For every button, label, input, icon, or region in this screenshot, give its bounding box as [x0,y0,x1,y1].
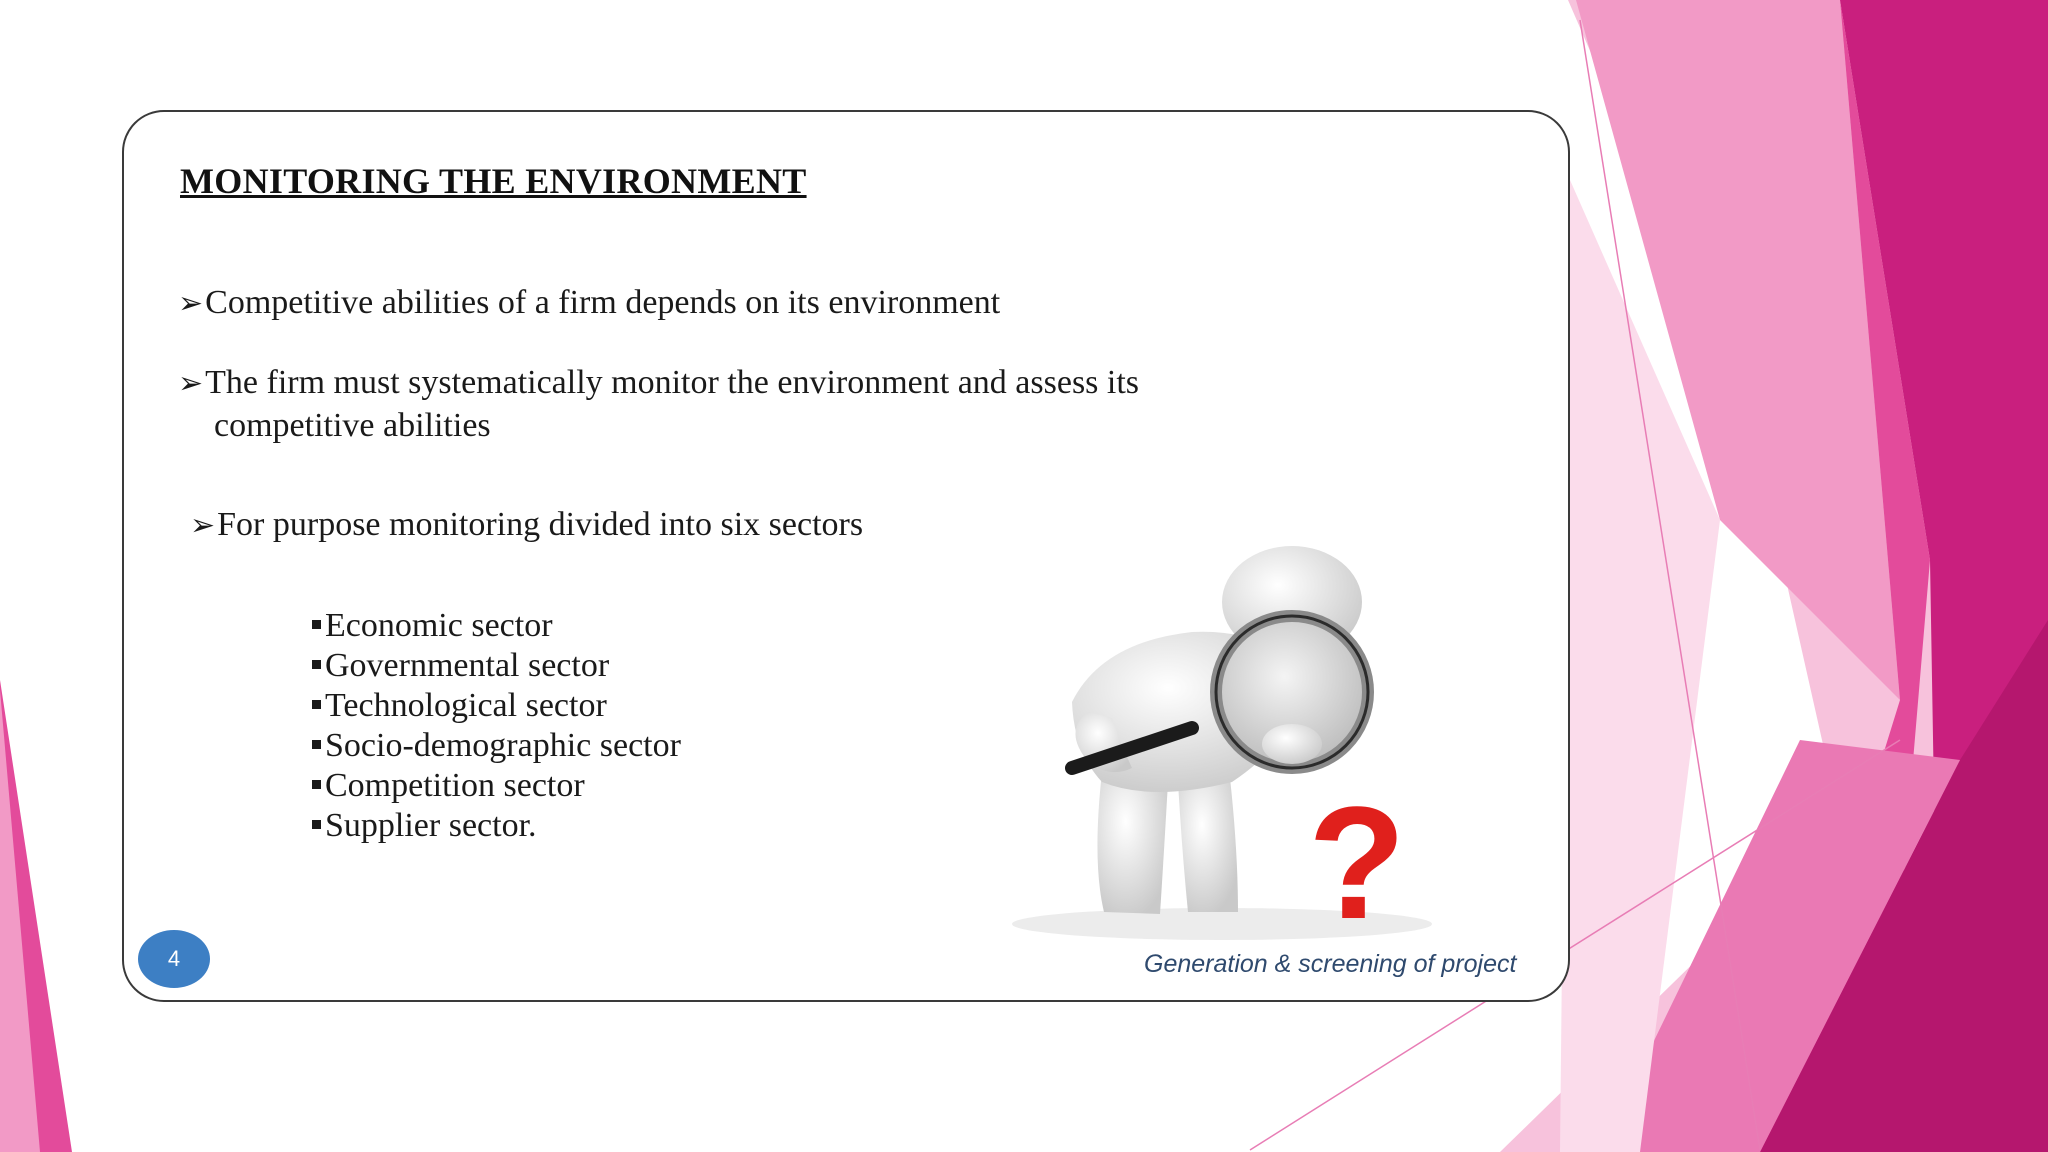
sector-label: Technological sector [325,687,607,724]
square-bullet-icon [312,780,321,789]
list-item [312,766,681,806]
list-item [312,686,681,726]
content-card [122,110,1570,1002]
square-bullet-icon [312,660,321,669]
slide-footer: Generation & screening of project [1144,950,1517,978]
sector-label: Competition sector [325,767,585,804]
slide-title: MONITORING THE ENVIRONMENT [180,161,807,201]
square-bullet-icon [312,620,321,629]
bullet-2 [178,362,1358,447]
bullet-2-text: The firm must systematically monitor the environment and assess its [205,364,1140,401]
bullet-1-text: Competitive abilities of a firm depends on its environment [205,284,1001,321]
sector-label: Economic sector [325,607,553,644]
list-item [312,646,681,686]
magnifier-figure-illustration [992,532,1472,952]
page-number-badge: 4 [138,930,210,988]
square-bullet-icon [312,700,321,709]
sector-label: Socio-demographic sector [325,727,681,764]
square-bullet-icon [312,740,321,749]
sector-label: Supplier sector. [325,807,537,844]
arrow-bullet-icon: ➢ [178,366,204,401]
list-item [312,806,681,846]
arrow-bullet-icon: ➢ [190,508,216,543]
bullet-2-continuation: competitive abilities [214,407,491,444]
bullet-3 [190,504,863,547]
bullet-1 [178,282,1000,325]
arrow-bullet-icon: ➢ [178,286,204,321]
bullet-3-text: For purpose monitoring divided into six sectors [217,506,864,543]
sector-label: Governmental sector [325,647,610,684]
list-item [312,726,681,766]
square-bullet-icon [312,820,321,829]
list-item [312,606,681,646]
sector-list [312,606,681,846]
question-mark-icon: ? [1308,773,1406,952]
